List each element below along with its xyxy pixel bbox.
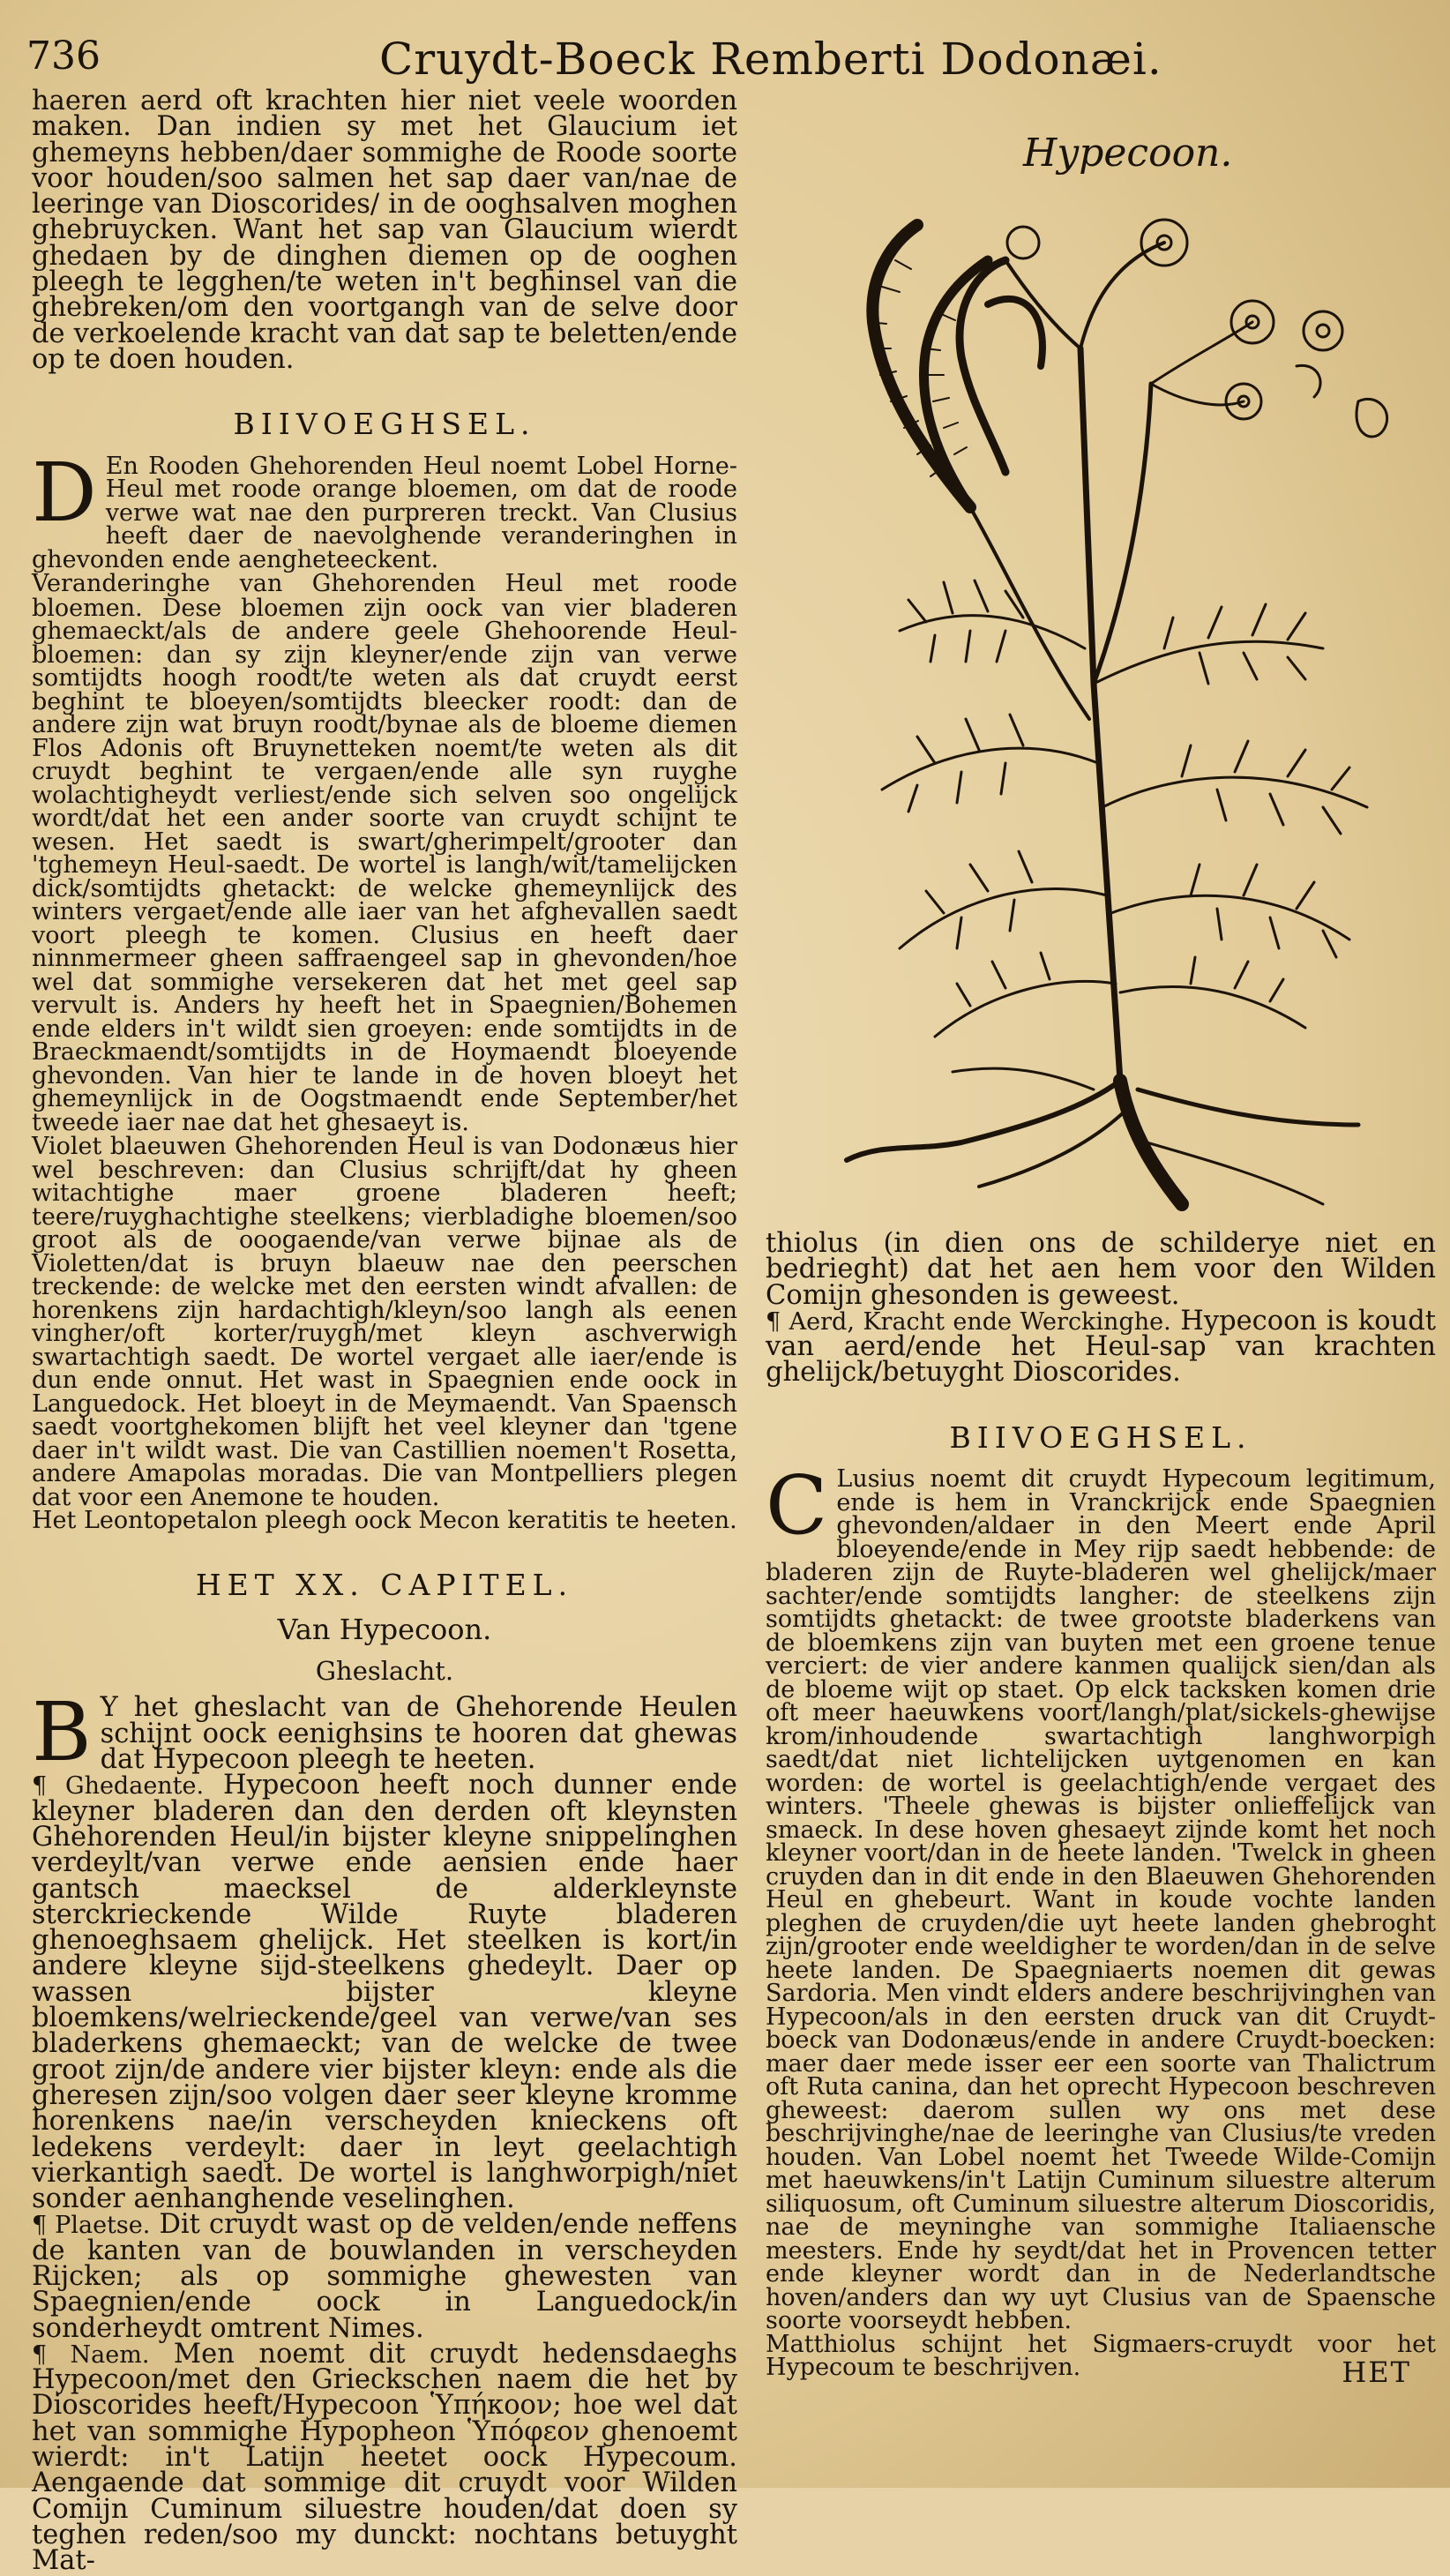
chapter-heading: HET XX. CAPITEL. (195, 1567, 574, 1602)
naem-paragraph (32, 2338, 737, 2576)
geslacht-text: Y het gheslacht van de Ghehorende Heulen schijnt oock eenighsins te hooren dat ghewas dat Hypecoon pleegh te heeten. (100, 1692, 737, 1776)
chapter-title: Van Hypecoon. (277, 1612, 492, 1646)
bijvoeghsel-para-1 (32, 445, 737, 573)
intro-paragraph: haeren aerd oft krachten hier niet veele woorden maken. Dan indien sy met het Glaucium iet ghemeyns hebben/daer sommighe de Roode soorte voor houden/soo salmen het sap daer van/nae de leeringe van Dioscorides/ in de ooghsalven moghen ghebruycken. Want het sap van Glaucium wierdt ghedaen by de dinghen diemen op de ooghen pleegh te legghen/te weten in't beghinsel van die ghebreken/om den voortgangh van de selve door de verkoelende kracht van dat sap te beletten/ende op te doen houden. (32, 86, 737, 375)
gedaente-text: Hypecoon heeft noch dunner ende kleyner bladeren dan den derden oft kleynsten Ghehorenden Heul/in bijster kleyne snippelinghen verdeylt/van verwe ende aensien ende haer gantsch maecksel de alderkleynste sterckrieckende Wilde Ruyte bladeren ghenoeghsaem ghelijck. Het steelken is kort/in andere kleyne sijd-steelkens ghedeylt. Daer op wassen bijster kleyne bloemkens/welrieckende/geel van verwe/van ses bladerkens ghemaeckt; van de welcke de twee groot zijn/de andere vier bijster kleyn: ende als die gheresen zijn/soo volgen daer seer kleyne kromme horenkens nae/in verscheyden knieckens oft ledekens verdeylt: daer in leyt geelachtigh vierkantigh saedt. De wortel is langhworpigh/niet sonder aenhanghende veselinghen. (32, 1770, 737, 2215)
matthiolus-paragraph: Matthiolus schijnt het Sigmaers-cruydt voor het Hypecoum te beschrijven. (766, 2330, 1436, 2382)
variety-title-violet: Violet blaeuwen Ghehorenden Heul (32, 1133, 465, 1161)
bijvoeghsel-right-para (766, 1458, 1436, 2335)
bijvoeghsel-right-block (766, 1458, 1436, 2382)
plaetse-label: ¶ Plaetse. (32, 2212, 151, 2240)
figure-caption: Hypecoon. (1023, 131, 1233, 176)
running-head: Cruydt-Boeck Remberti Dodonæi. (379, 34, 1162, 85)
subheading-geslacht: Gheslacht. (315, 1656, 454, 1687)
drop-cap: D (32, 445, 97, 540)
variety-text-violet: is van Dodonæus hier wel beschreven: dan Clusius schrijft/dat hy gheen witachtighe maer groene bladeren heeft; teere/ruyghachtighe steelkens; vierbladighe bloemen/soo groot als de ooogaende/van verwe bijnae als de Violetten/dat is bruyn blaeuw nae den peerschen treckende: de welcke met den eersten windt afvallen: de horenkens zijn hardachtigh/kleyn/soo langh als eenen vingher/oft korter/ruygh/met kleyn aschverwigh swartachtigh saedt. De wortel vergaet alle iaer/ende is dun ende onnut. Het wast in Spaegnien ende oock in Languedock. Het bloeyt in de Meymaendt. Van Spaensch saedt voortghekomen blijft het veel kleyner dan 'tgene daer in't wildt wast. Die van Castillien noemen't Rosetta, andere Amapolas moradas. Die van Montpelliers plegen dat voor een Anemone te houden. (32, 1133, 737, 1511)
gedaente-paragraph (32, 1770, 737, 2215)
section-heading-bijvoeghsel: BIIVOEGHSEL. (233, 407, 536, 442)
hypecoon-woodcut-illustration (829, 190, 1416, 1217)
aerd-label: ¶ Aerd, Kracht ende Werckinghe. (766, 1307, 1171, 1336)
bijvoeghsel-para-4: Het Leontopetalon pleegh oock Mecon keratitis te heeten. (32, 1507, 737, 1535)
continuation-paragraph: thiolus (in dien ons de schilderye niet en bedrieght) dat het aen hem voor den Wilden Comijn ghesonden is geweest. (766, 1228, 1436, 1311)
aerd-paragraph (766, 1305, 1436, 1389)
gedaente-label: ¶ Ghedaente. (32, 1772, 205, 1801)
bijvoeghsel-para-3 (32, 1134, 737, 1509)
drop-cap-c: C (766, 1458, 828, 1554)
bijvoeghsel-block (32, 445, 737, 1535)
naem-text: Men noemt dit cruydt hedensdaeghs Hypecoon/met den Grieckschen naem die het by Dioscorides heeft/Hypecoon Ὑπήκοον; hoe wel dat het van sommighe Hypopheon Ὑπόφεον ghenoemt wierdt: in't Latijn heetet oock Hypecoum. Aengaende dat sommige dit cruydt voor Wilden Comijn Cuminum siluestre houden/dat doen sy teghen reden/soo my dunckt: nochtans betuyght Mat- (32, 2338, 737, 2576)
aerd-text: Hypecoon is koudt van aerd/ende het Heul-sap van krachten ghelijck/betuyght Dioscorides. (766, 1305, 1436, 1389)
section-heading-bijvoeghsel-right: BIIVOEGHSEL. (949, 1419, 1252, 1455)
naem-label: ¶ Naem. (32, 2340, 150, 2369)
drop-cap-b: B (32, 1685, 92, 1780)
variety-title-red: Veranderinghe van Ghehorenden Heul met roode bloemen. (32, 570, 737, 622)
catchword: HET (1342, 2355, 1411, 2389)
right-column (766, 1228, 1436, 2382)
page-number: 736 (26, 34, 101, 79)
left-column (32, 88, 737, 2574)
geslacht-paragraph (32, 1685, 737, 1780)
plaetse-paragraph (32, 2209, 738, 2344)
variety-text-red: Dese bloemen zijn oock van vier bladeren ghemaeckt/als de andere geele Ghehoorende Heul-bloemen: dan sy zijn kleyner/ende zijn van verwe somtijdts hoogh roodt/te weten als dat cruydt eerst beghint te bloeyen/somtijdts bleecker roodt: dan de andere zijn wat bruyn roodt/bynae als de bloeme diemen Flos Adonis oft Bruynetteken noemt/te weten als dit cruydt beghint te vergaen/ende alle syn ruyghe wolachtigheydt verliest/ende sich selven soo ongelijck wordt/dat het een ander soorte van cruydt schijnt te wesen. Het saedt is swart/gherimpelt/grooter dan 'tghemeyn Heul-saedt. De wortel is langh/wit/tamelijcken dick/somtijdts ghetackt: de welcke ghemeynlijck des winters vergaet/ende alle iaer van het afghevallen saedt voort pleegh te komen. Clusius en heeft daer ninnmermeer gheen saffraengeel sap in ghevonden/hoe wel dat sommighe versekeren dat het met geel sap vervult is. Anders hy heeft het in Spaegnien/Bohemen ende elders in't wildt sien groeyen: ende somtijdts in de Braeckmaendt/somtijdts in de Hoymaendt bloeyende ghevonden. Van hier te lande in de hoven bloeyt het ghemeynlijck in de Oogstmaendt ende September/het tweede iaer nae dat het ghesaeyt is. (32, 594, 737, 1136)
bijvoeghsel-right-text: Lusius noemt dit cruydt Hypecoum legitimum, ende is hem in Vranckrijck ende Spaegnien ghevonden/aldaer in den Meert ende April bloeyende/ende in Mey rijp saedt hebbende: de bladeren zijn de Ruyte-bladeren wel ghelijck/maer sachter/ende somtijdts langher: de steelkens zijn somtijdts ghetackt: de twee grootste bladerkens van de bloemkens zijn van buyten met een groene tenue verciert: de vier andere kanmen qualijck sien/dan als de bloeme wijt op staet. Op elck tacksken komen drie oft meer haeuwkens voort/langh/plat/sickels-ghewijse krom/inhoudende swartachtigh langhworpigh saedt/dat niet lichtelijcken uytgenomen en kan worden: de wortel is geelachtigh/ende vergaet des winters. 'Theele ghewas is bijster onlieffelijck van smaeck. In dese hoven ghesaeyt zijnde komt het noch kleyner voort/dan in de heete landen. 'Twelck in gheen cruyden dan in dit ende in den Blaeuwen Ghehorenden Heul en ghebeurt. Want in koude vochte landen pleghen de cruyden/die uyt heete landen ghebroght zijn/grooter ende weeldigher te worden/dan in de selve heete landen. De Spaegniaerts noemen dit gewas Sardoria. Men vindt elders andere beschrijvinghen van Hypecoon/als in den eersten druck van dit Cruydt-boeck van Dodonæus/ende in andere Cruydt-boecken: maer daer mede isser eer een soorte van Thalictrum oft Ruta canina, dan het oprecht Hypecoon beschreven gheweest: daerom sullen wy ons met dese beschrijvinghe/nae de leeringhe van Clusius/te vreden houden. Van Lobel noemt het Tweede Wilde-Comijn met haeuwkens/in't Latijn Cuminum siluestre alterum siliquosum, oft Cuminum siluestre alterum Dioscoridis, nae de meyninghe van sommighe Italiaensche meesters. Ende hy seydt/dat het in Provencen tetter ende kleyner wordt dan in de Nederlandtsche hoven/anders dan wy uyt Clusius van de Spaensche soorte voorseydt hebben. (766, 1465, 1436, 2335)
plaetse-text: Dit cruydt wast op de velden/ende neffens de kanten van de bouwlanden in verscheyden Rijcken; als op sommighe ghewesten van Spaegnien/ende oock in Languedock/in sonderheydt omtrent Nimes. (32, 2209, 738, 2344)
bijvoeghsel-para-2 (32, 572, 737, 1134)
bijvoeghsel-text-1: En Rooden Ghehorenden Heul noemt Lobel Horne-Heul met roode orange bloemen, om dat de roode verwe wat nae den purpreren treckt. Van Clusius heeft daer de naevolghende veranderinghen in ghevonden ende aengheteeckent. (32, 452, 737, 573)
